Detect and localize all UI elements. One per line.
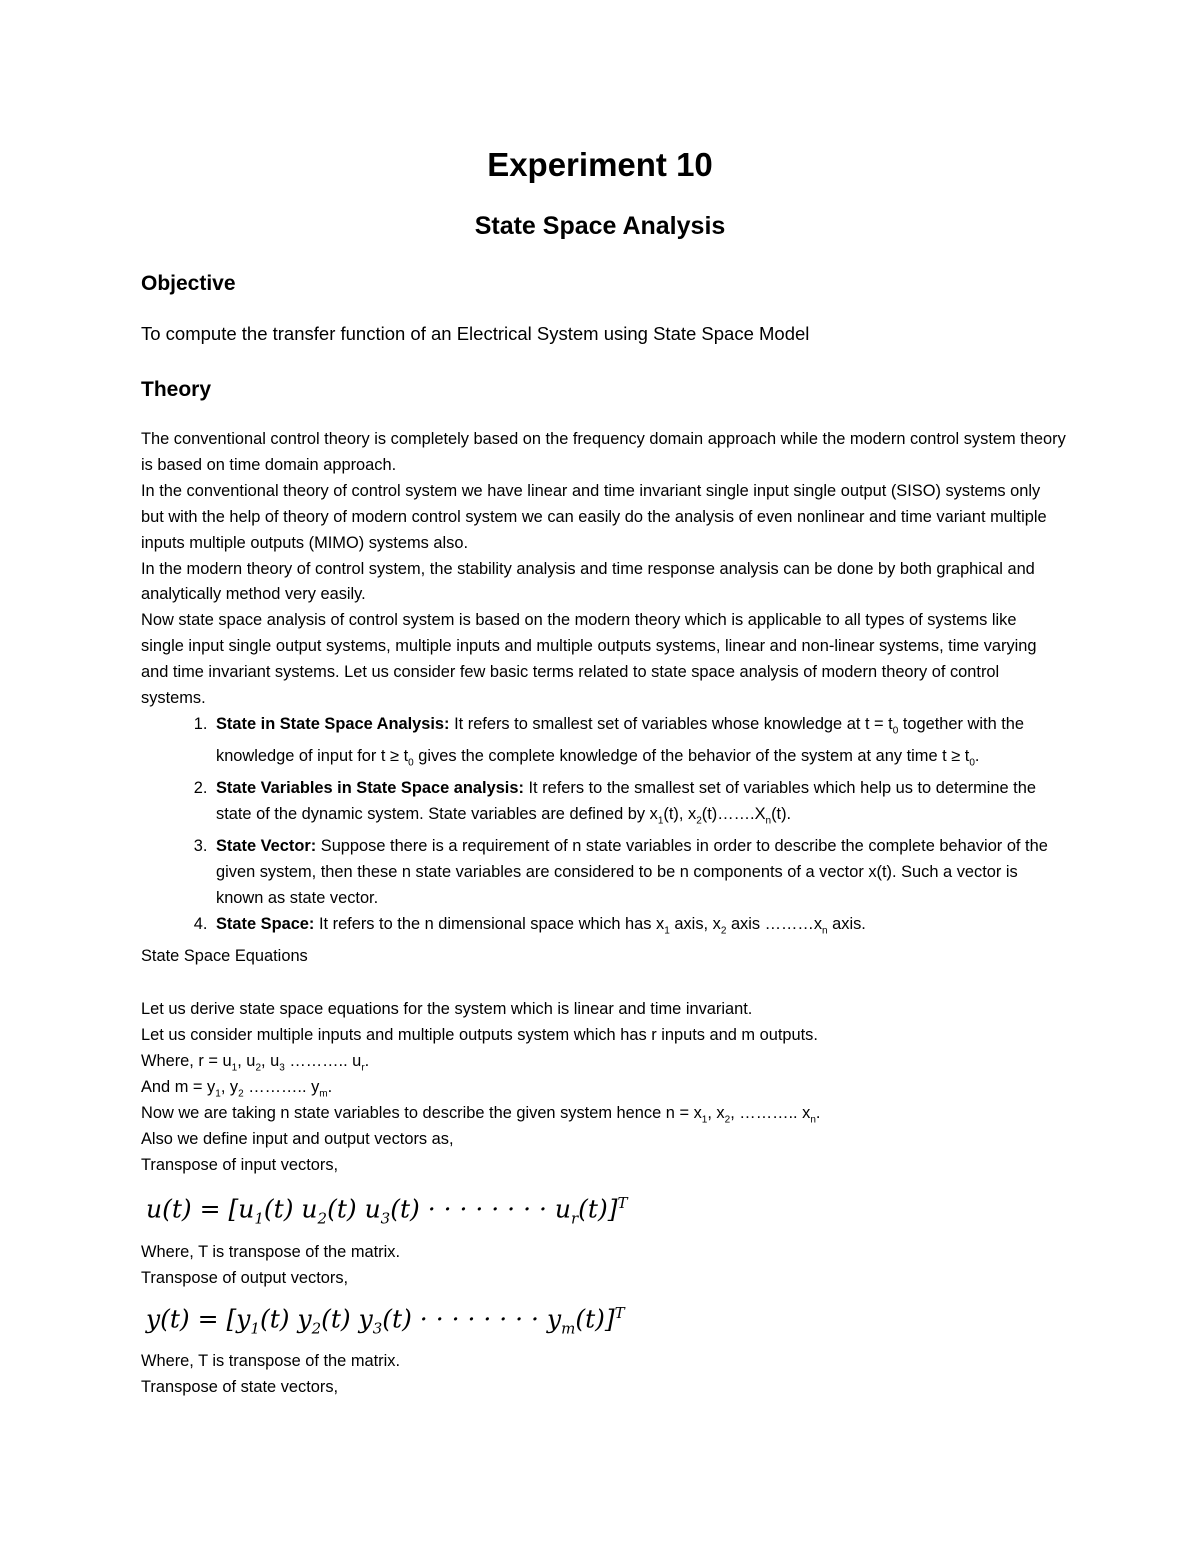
- section-heading: State Space Equations: [141, 947, 308, 966]
- theory-heading: Theory: [141, 378, 212, 401]
- output-vector-equation: $y(t) = [y_1(t)$ $y_2(t) y_3(t)$ · · · · · · · · $y_m(t)]^T$: [146, 1304, 625, 1338]
- theory-paragraph: Now state space analysis of control system is based on the modern theory which is applicable to all types of systems like single input single output systems, multiple inputs and multiple outputs systems, linear and non-linear systems, time varying and time invariant systems. Let us consider few basic terms related to state space analysis of modern theory of control systems.: [141, 611, 1037, 708]
- list-item: 4. State Space: It refers to the n dimensional space which has $x_1$ axis, $x_2$ axis $\dots\dots\dots x_n$ axis.: [212, 912, 1066, 944]
- text-line: Transpose of input vectors,: [141, 1156, 339, 1174]
- page-subtitle: State Space Analysis: [474, 212, 726, 240]
- text-line: Transpose of state vectors,: [141, 1378, 339, 1396]
- theory-paragraph: The conventional control theory is completely based on the frequency domain approach while the modern control system theory is based on time domain approach.: [141, 430, 1066, 474]
- list-item: 1. State in State Space Analysis: It refers to smallest set of variables whose knowledge at $t = t_0$ together with the knowledge of input for $t \ge t_0$ gives the complete knowledge of the behavior of the system at any time $t \ge t_0$.: [212, 712, 1066, 776]
- text-line: Let us consider multiple inputs and multiple outputs system which has r inputs and m outputs.: [141, 1026, 818, 1044]
- objective-heading: Objective: [141, 272, 236, 295]
- text-line: Where, $r = u_1$, $u_2$, $u_3$ ……….. $u_r$.: [141, 1052, 370, 1074]
- term-label: State Vector:: [216, 837, 317, 856]
- text-line: Now we are taking n state variables to describe the given system hence $n = x_1$, $x_2$, ……….. $x_n$.: [141, 1104, 821, 1126]
- input-vector-equation: $u(t) = [u_1(t)$ $u_2(t) u_3(t)$ · · · · · · · · $u_r(t)]^T$: [146, 1194, 628, 1228]
- page-title: Experiment 10: [487, 146, 713, 183]
- term-label: State Variables in State Space analysis:: [216, 779, 524, 798]
- terms-list: [141, 712, 1066, 944]
- text-line: Let us derive state space equations for the system which is linear and time invariant.: [141, 1000, 753, 1018]
- text-line: Transpose of output vectors,: [141, 1269, 349, 1287]
- text-line: Also we define input and output vectors as,: [141, 1130, 454, 1148]
- theory-paragraph: In the modern theory of control system, the stability analysis and time response analysis can be done by both graphical and analytically method very easily.: [141, 559, 1035, 604]
- theory-paragraph: In the conventional theory of control system we have linear and time invariant single input single output (SISO) systems only but with the help of theory of modern control system we can easily do the analysis of even nonlinear and time variant multiple inputs multiple outputs (MIMO) systems also.: [141, 481, 1047, 552]
- text-line: And $m = y_1$, $y_2$ ……….. $y_m$.: [141, 1078, 333, 1100]
- text-line: Where, T is transpose of the matrix.: [141, 1243, 401, 1261]
- list-item: 2. State Variables in State Space analysis: It refers to the smallest set of variables which help us to determine the state of the dynamic system. State variables are defined by $x_1(t)$, $x_2(t)\dots\dots.X_n(t)$.: [212, 776, 1066, 834]
- text-line: Where, T is transpose of the matrix.: [141, 1352, 401, 1370]
- term-label: State in State Space Analysis:: [216, 714, 450, 733]
- list-item: 3. State Vector: Suppose there is a requirement of n state variables in order to describe the complete behavior of the given system, then these n state variables are considered to be n components of a vector x(t). Such a vector is known as state vector.: [212, 834, 1066, 912]
- term-label: State Space:: [216, 915, 315, 934]
- theory-body: [141, 427, 1066, 970]
- objective-text: To compute the transfer function of an Electrical System using State Space Model: [141, 323, 810, 344]
